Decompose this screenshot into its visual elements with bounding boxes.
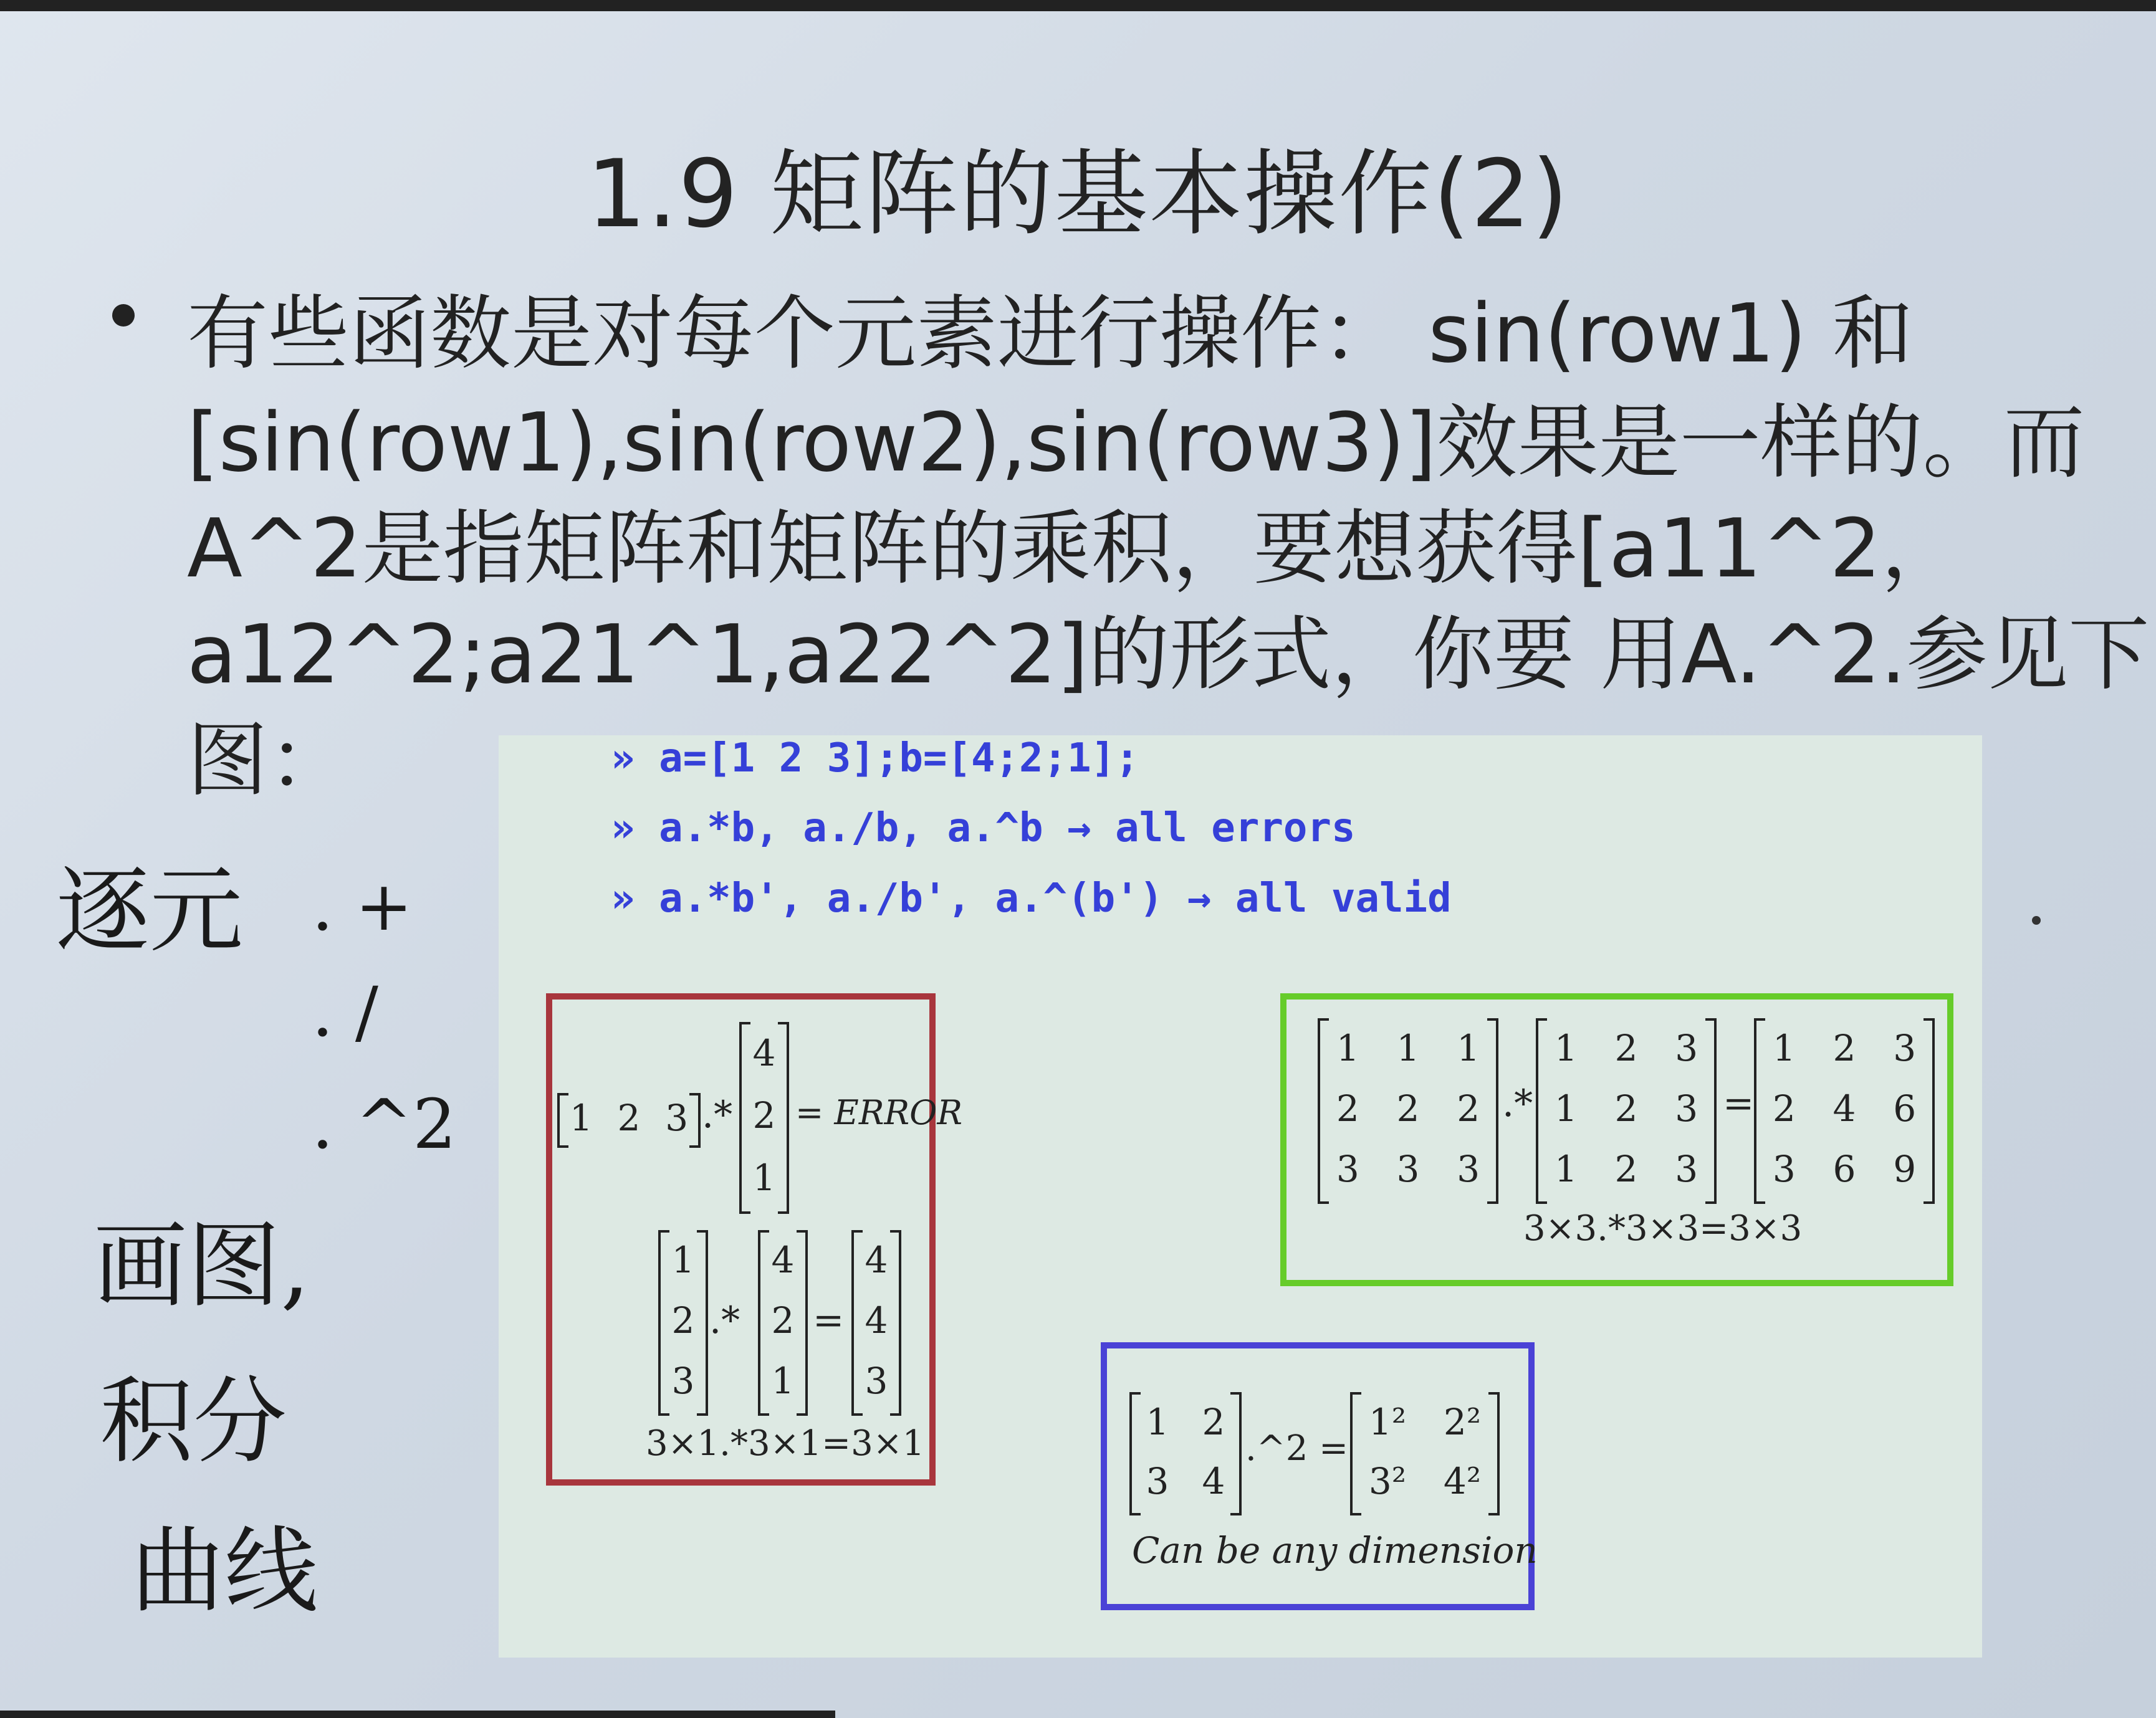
matrix-cell: 1 [1336, 1027, 1359, 1070]
slide-title: 1.9 矩阵的基本操作(2) [587, 140, 1569, 249]
equals-label: = [813, 1299, 845, 1342]
operator-label: .* [709, 1299, 740, 1342]
code-line-1: » a=[1 2 3];b=[4;2;1]; [611, 735, 1139, 781]
matrix-cell: 4 [1833, 1087, 1856, 1130]
matrix-cell: 3 [865, 1359, 888, 1402]
matrix-cell: 1 [1396, 1027, 1420, 1070]
handwritten-item-plot: 画图, [93, 1212, 310, 1320]
middle-column-matrix [758, 1230, 808, 1411]
matrix-cell: 3 [1336, 1147, 1359, 1190]
equals-label: = [1723, 1082, 1755, 1125]
matrix-cell: 2 [1202, 1400, 1225, 1443]
matrix-cell: 2 [1833, 1027, 1856, 1070]
matrix-cell: 3² [1368, 1459, 1407, 1502]
matrix-cell: 1 [752, 1157, 776, 1199]
matrix-cell: 3 [1893, 1027, 1917, 1070]
handwritten-op-plus: . + [312, 866, 413, 946]
bullet-text-line-5: 图： [187, 713, 350, 808]
handwritten-item-curve: 曲线 [131, 1517, 319, 1626]
matrix-cell: 3 [1675, 1087, 1698, 1130]
result-matrix [1350, 1392, 1500, 1510]
matrix-cell: 1 [1457, 1027, 1480, 1070]
code-line-3: » a.*b', a./b', a.^(b') → all valid [611, 876, 1452, 922]
bullet-icon [112, 304, 135, 327]
matrix-cell: 4 [865, 1239, 888, 1282]
matrix-cell: 3 [671, 1359, 695, 1402]
blue-box-power [1101, 1342, 1538, 1610]
matrix-cell: 9 [1893, 1147, 1917, 1190]
figure-panel [499, 735, 1982, 1658]
matrix-cell: 2 [617, 1097, 641, 1139]
matrix-cell: 3 [1675, 1027, 1698, 1070]
green-box-caption: 3×3.*3×3=3×3 [1523, 1208, 1803, 1249]
matrix-cell: 1² [1368, 1400, 1407, 1443]
matrix-cell: 2 [1336, 1087, 1359, 1130]
matrix-cell: 6 [1893, 1087, 1917, 1130]
matrix-cell: 1 [1554, 1147, 1578, 1190]
matrix-cell: 3 [1772, 1147, 1796, 1190]
matrix-1 [1318, 1018, 1498, 1199]
code-line-2: » a.*b, a./b, a.^b → all errors [611, 805, 1356, 851]
result-column-matrix [851, 1230, 901, 1411]
blue-box-caption: Can be any dimension [1132, 1529, 1538, 1572]
handwritten-op-divide: . / [312, 972, 378, 1052]
matrix-cell: 2 [1457, 1087, 1480, 1130]
handwritten-label-elementwise: 逐元 [56, 857, 244, 965]
handwritten-item-integral: 积分 [100, 1368, 287, 1476]
bullet-text-line-3: A^2是指矩阵和矩阵的乘积，要想获得[a11^2， [187, 501, 1963, 596]
matrix-cell: 1 [569, 1097, 593, 1139]
matrix-cell: 3 [665, 1097, 689, 1139]
red-box-vector-mismatch [546, 993, 963, 1486]
red-box-caption: 3×1.*3×1=3×1 [646, 1423, 925, 1464]
matrix-cell: 4² [1443, 1459, 1482, 1502]
matrix-2 [1536, 1018, 1717, 1199]
stray-dot-mark [2032, 916, 2041, 925]
matrix-cell: 1 [771, 1359, 795, 1402]
matrix-cell: 1 [1554, 1027, 1578, 1070]
bullet-text-line-4: a12^2;a21^1,a22^2]的形式，你要 用A.^2.参见下 [187, 607, 2150, 702]
matrix-cell: 3 [1396, 1147, 1420, 1190]
matrix-cell: 1 [1554, 1087, 1578, 1130]
row-vector-matrix [557, 1093, 701, 1143]
error-result-label: = ERROR [795, 1093, 963, 1132]
bottom-frame-edge [0, 1711, 835, 1718]
top-frame-edge [0, 0, 2156, 11]
matrix-cell: 2² [1443, 1400, 1482, 1443]
matrix-cell: 2 [771, 1299, 795, 1342]
matrix-cell: 4 [771, 1239, 795, 1282]
matrix-cell: 2 [1614, 1027, 1638, 1070]
operator-label: .* [1502, 1082, 1533, 1125]
matrix-cell: 1 [671, 1239, 695, 1282]
handwritten-op-power: . ^2 [312, 1084, 457, 1164]
power-operator-label: .^2 = [1245, 1428, 1349, 1469]
base-matrix [1129, 1392, 1242, 1510]
matrix-cell: 2 [1614, 1147, 1638, 1190]
matrix-cell: 1 [1146, 1400, 1169, 1443]
matrix-3 [1754, 1018, 1935, 1199]
matrix-cell: 2 [671, 1299, 695, 1342]
operator-label: .* [702, 1093, 733, 1137]
column-vector-matrix [739, 1022, 789, 1209]
matrix-cell: 6 [1833, 1147, 1856, 1190]
matrix-cell: 1 [1772, 1027, 1796, 1070]
matrix-cell: 2 [1614, 1087, 1638, 1130]
matrix-cell: 4 [1202, 1459, 1225, 1502]
matrix-cell: 3 [1675, 1147, 1698, 1190]
matrix-cell: 3 [1457, 1147, 1480, 1190]
matrix-cell: 2 [1396, 1087, 1420, 1130]
matrix-cell: 2 [752, 1094, 776, 1137]
green-box-matrix-product [1280, 993, 1953, 1286]
matrix-cell: 2 [1772, 1087, 1796, 1130]
matrix-cell: 4 [752, 1032, 776, 1074]
bullet-text-line-1: 有些函数是对每个元素进行操作： sin(row1) 和 [187, 286, 1914, 381]
bullet-text-line-2: [sin(row1),sin(row2),sin(row3)]效果是一样的。而 [187, 395, 2085, 490]
matrix-cell: 3 [1146, 1459, 1169, 1502]
matrix-cell: 4 [865, 1299, 888, 1342]
left-column-matrix [658, 1230, 708, 1411]
